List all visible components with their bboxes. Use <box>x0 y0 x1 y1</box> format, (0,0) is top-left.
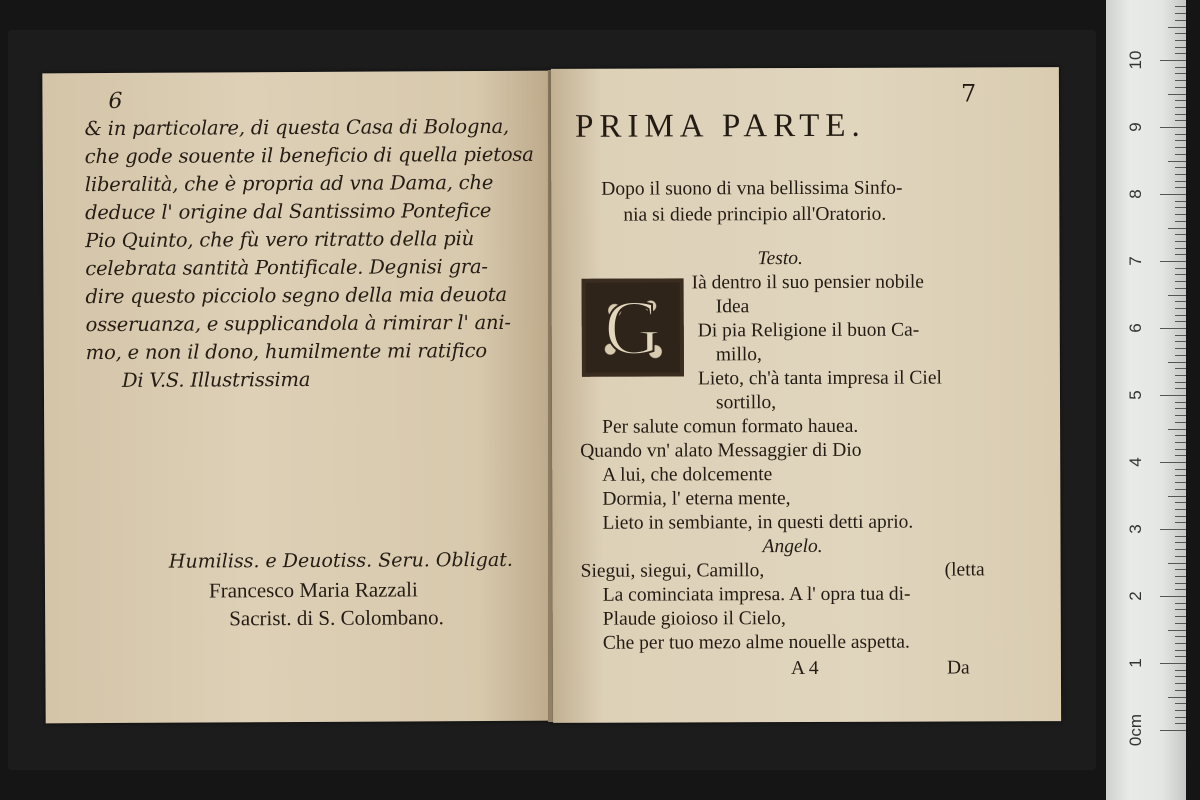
verse-line: Di pia Religione il buon Ca- <box>697 319 920 342</box>
ruler-tick <box>1175 455 1186 456</box>
ruler-tick <box>1175 33 1186 34</box>
ruler-tick <box>1175 609 1186 610</box>
verse-line: Lieto, ch'à tanta impresa il Ciel <box>697 367 942 390</box>
signature-line: Sacrist. di S. Colombano. <box>229 605 444 631</box>
text-line: osseruanza, e supplicandola à rimirar l' ani- <box>85 310 511 337</box>
text-line: mo, e non il dono, humilmente mi ratifico <box>85 339 487 365</box>
ruler-tick <box>1175 308 1186 309</box>
ruler-tick <box>1175 636 1186 637</box>
ruler-tick <box>1175 268 1186 269</box>
catchword: Da <box>946 657 970 679</box>
ruler-tick <box>1175 201 1186 202</box>
ruler-tick <box>1168 295 1186 296</box>
page-number-right: 7 <box>960 79 977 108</box>
ruler-tick <box>1175 20 1186 21</box>
text-line: celebrata santità Pontificale. Degnisi gra- <box>85 255 488 281</box>
ruler-tick <box>1168 161 1186 162</box>
ruler-tick <box>1175 6 1186 7</box>
text-line: Di V.S. Illustrissima <box>121 367 311 392</box>
ruler-tick <box>1175 120 1186 121</box>
ruler-tick <box>1175 248 1186 249</box>
ruler-tick <box>1175 616 1186 617</box>
ruler-label: 1 <box>1126 658 1145 668</box>
ruler-tick <box>1175 402 1186 403</box>
text-line: Pio Quinto, che fù vero ritratto della più <box>85 227 475 253</box>
page-number-left: 6 <box>108 88 123 114</box>
ruler-tick <box>1175 469 1186 470</box>
ruler-tick <box>1175 382 1186 383</box>
ruler-tick <box>1175 489 1186 490</box>
ruler-tick <box>1175 114 1186 115</box>
ruler-tick <box>1175 542 1186 543</box>
ruler-tick <box>1160 60 1186 61</box>
ruler-tick <box>1168 630 1186 631</box>
ruler-tick <box>1175 187 1186 188</box>
ruler-tick <box>1175 348 1186 349</box>
ruler-tick <box>1175 690 1186 691</box>
ruler-tick <box>1160 127 1186 128</box>
ruler-tick <box>1175 147 1186 148</box>
verse-line: Dormia, l' eterna mente, <box>602 488 791 510</box>
ruler-label: 0cm <box>1126 713 1145 747</box>
ruler-label: 3 <box>1126 524 1145 534</box>
ruler-tick <box>1168 429 1186 430</box>
ruler-tick <box>1175 475 1186 476</box>
ruler-tick <box>1175 80 1186 81</box>
ruler-tick <box>1175 47 1186 48</box>
ruler-tick <box>1175 100 1186 101</box>
verse-line: Idea <box>715 296 750 318</box>
ruler-tick <box>1175 710 1186 711</box>
ruler-tick <box>1175 683 1186 684</box>
ruler-tick <box>1175 509 1186 510</box>
ruler-tick <box>1175 435 1186 436</box>
ruler-tick <box>1175 623 1186 624</box>
ruler-tick <box>1175 134 1186 135</box>
ruler-tick <box>1175 281 1186 282</box>
ruler-tick <box>1175 154 1186 155</box>
verse-line: Per salute comun formato hauea. <box>602 415 859 438</box>
ruler-tick <box>1175 241 1186 242</box>
ruler-tick <box>1175 214 1186 215</box>
intro-line: nia si diede principio all'Oratorio. <box>623 203 887 226</box>
verse-line: Siegui, siegui, Camillo, <box>580 560 765 582</box>
measurement-ruler <box>1106 0 1186 800</box>
ruler-tick <box>1175 274 1186 275</box>
ruler-tick <box>1175 368 1186 369</box>
ruler-tick <box>1160 194 1186 195</box>
ruler-label: 9 <box>1126 122 1145 132</box>
ruler-label: 7 <box>1126 256 1145 266</box>
ruler-tick <box>1175 415 1186 416</box>
ruler-tick <box>1175 388 1186 389</box>
ruler-tick <box>1175 549 1186 550</box>
ruler-tick <box>1175 254 1186 255</box>
ruler-tick <box>1175 576 1186 577</box>
ruler-tick <box>1175 449 1186 450</box>
ruler-tick <box>1175 13 1186 14</box>
ruler-tick <box>1168 94 1186 95</box>
ruler-tick <box>1175 643 1186 644</box>
text-line: deduce l' origine dal Santissimo Pontefice <box>84 198 492 225</box>
text-line: liberalità, che è propria ad vna Dama, che <box>84 170 494 197</box>
ruler-label: 4 <box>1126 457 1145 467</box>
verse-line: A lui, che dolcemente <box>602 464 773 486</box>
ruler-tick <box>1175 174 1186 175</box>
ruler-tick <box>1168 563 1186 564</box>
ruler-tick <box>1175 556 1186 557</box>
ruler-label: 8 <box>1126 189 1145 199</box>
ruler-tick <box>1175 589 1186 590</box>
ruler-tick <box>1175 207 1186 208</box>
ruler-tick <box>1175 670 1186 671</box>
signature-line: Humiliss. e Deuotiss. Seru. Obligat. <box>168 548 513 573</box>
ruler-tick <box>1175 73 1186 74</box>
signature-mark: A 4 <box>790 657 819 680</box>
text-line: & in particolare, di questa Casa di Bologna, <box>84 114 510 141</box>
ruler-tick <box>1175 723 1186 724</box>
ruler-tick <box>1160 730 1186 731</box>
ruler-tick <box>1175 516 1186 517</box>
ruler-tick <box>1168 496 1186 497</box>
ruler-tick <box>1175 315 1186 316</box>
ruler-tick <box>1175 502 1186 503</box>
ruler-tick <box>1160 261 1186 262</box>
ruler-tick <box>1175 422 1186 423</box>
ruler-tick <box>1160 328 1186 329</box>
ruler-tick <box>1175 87 1186 88</box>
left-page <box>42 71 553 724</box>
ruler-tick <box>1168 362 1186 363</box>
ornamental-drop-cap <box>582 278 684 376</box>
verse-line: Ià dentro il suo pensier nobile <box>691 271 924 294</box>
ruler-tick <box>1175 341 1186 342</box>
ruler-tick <box>1175 375 1186 376</box>
text-line: che gode souente il beneficio di quella pietosa <box>84 142 534 169</box>
intro-line: Dopo il suono di vna bellissima Sinfo- <box>601 177 903 200</box>
ruler-tick <box>1175 717 1186 718</box>
verse-line: Quando vn' alato Messaggier di Dio <box>580 439 862 462</box>
signature-line: Francesco Maria Razzali <box>208 577 418 603</box>
ruler-tick <box>1168 27 1186 28</box>
ruler-label: 6 <box>1126 323 1145 333</box>
ruler-tick <box>1175 583 1186 584</box>
ruler-tick <box>1175 140 1186 141</box>
drop-cap-letter: G <box>604 283 662 371</box>
ruler-tick <box>1175 355 1186 356</box>
ruler-tick <box>1175 288 1186 289</box>
ruler-tick <box>1175 335 1186 336</box>
speaker-label: Testo. <box>757 248 803 270</box>
ruler-tick <box>1160 462 1186 463</box>
ruler-tick <box>1175 522 1186 523</box>
verse-line: Plaude gioioso il Cielo, <box>602 608 786 630</box>
ruler-label: 2 <box>1126 591 1145 601</box>
ruler-tick <box>1175 408 1186 409</box>
ruler-tick <box>1175 703 1186 704</box>
verse-line: sortillo, <box>715 392 777 414</box>
ruler-tick <box>1175 181 1186 182</box>
ruler-tick <box>1175 53 1186 54</box>
text-line: dire questo picciolo segno della mia deuota <box>85 282 507 309</box>
ruler-tick <box>1175 482 1186 483</box>
ruler-tick <box>1175 234 1186 235</box>
right-page <box>551 67 1061 723</box>
ruler-label: 10 <box>1126 50 1145 70</box>
ruler-tick <box>1175 442 1186 443</box>
ruler-tick <box>1175 536 1186 537</box>
ruler-tick <box>1168 228 1186 229</box>
ruler-tick <box>1175 107 1186 108</box>
ruler-tick <box>1175 167 1186 168</box>
ruler-tick <box>1175 569 1186 570</box>
ruler-tick <box>1160 395 1186 396</box>
ruler-tick <box>1168 697 1186 698</box>
verse-line: millo, <box>715 344 762 366</box>
ruler-tick <box>1175 650 1186 651</box>
ruler-tick <box>1160 663 1186 664</box>
ruler-tick <box>1175 321 1186 322</box>
ruler-tick <box>1175 676 1186 677</box>
ruler-tick <box>1175 301 1186 302</box>
ruler-tick <box>1175 40 1186 41</box>
ruler-tick <box>1160 596 1186 597</box>
section-title: PRIMA PARTE. <box>574 107 866 145</box>
verse-line: La cominciata impresa. A l' opra tua di- <box>602 583 911 606</box>
ruler-tick <box>1175 656 1186 657</box>
ruler-tick <box>1160 529 1186 530</box>
ruler-tick <box>1175 221 1186 222</box>
speaker-label: Angelo. <box>762 535 823 558</box>
ruler-label: 5 <box>1126 390 1145 400</box>
verse-line: Lieto in sembiante, in questi detti aprio. <box>602 511 914 534</box>
verse-line: Che per tuo mezo alme nouelle aspetta. <box>602 631 910 654</box>
verse-line: (letta <box>944 559 985 581</box>
ruler-tick <box>1175 67 1186 68</box>
ruler-tick <box>1175 603 1186 604</box>
